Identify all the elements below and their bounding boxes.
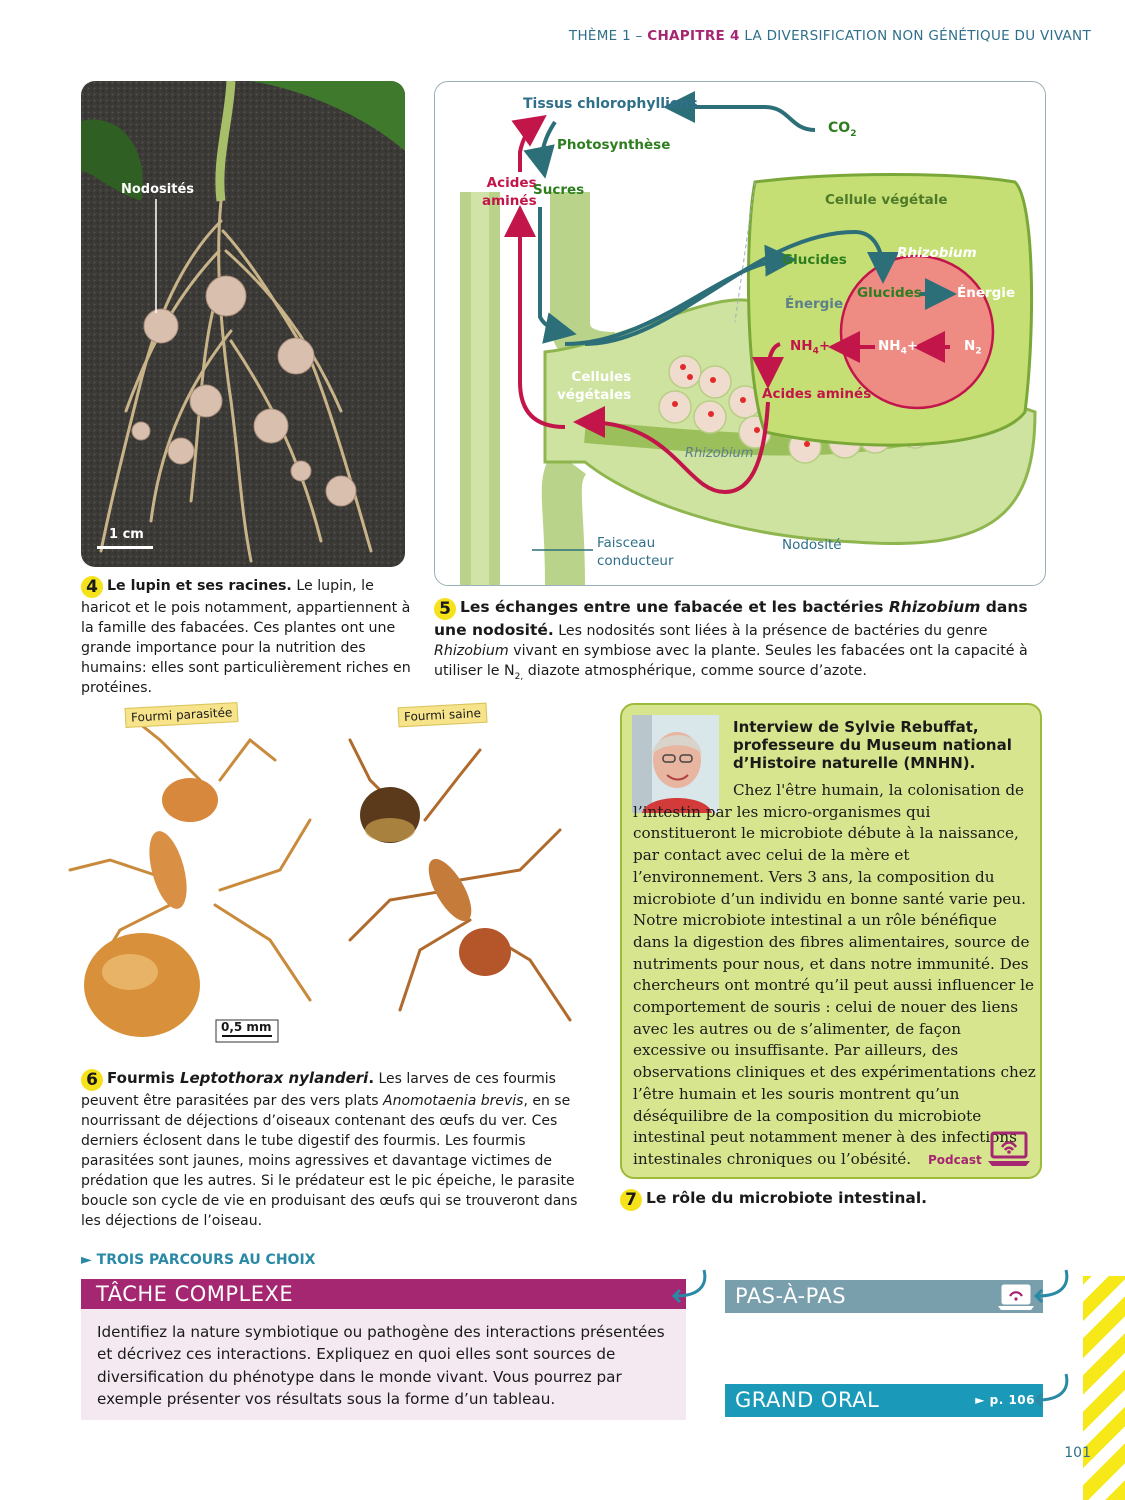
nodosites-label: Nodosités [121,182,195,197]
label-faisceau: Faisceau conducteur [597,535,674,569]
chapter-label: CHAPITRE 4 [647,28,740,44]
label-rhizobium-cell: Rhizobium [897,245,977,261]
scale-label: 1 cm [109,527,144,542]
ant-scale-label: 0,5 mm [221,1020,272,1034]
parcours-section-title: ► TROIS PARCOURS AU CHOIX [81,1252,316,1268]
grand-oral-page-ref[interactable]: ► p. 106 [975,1393,1035,1407]
doc4-caption: 4 Le lupin et ses racines. Le lupin, le haricot et le pois notamment, appartiennent à la famille des fabacées. Ces plantes ont une grande importance pour la nutrition des humains: elles sont particulièrement riches en protéines. [81,577,411,696]
label-tissus: Tissus chlorophylliens [523,96,698,112]
label-co2: $CO_2$ [828,120,857,139]
scale-bar [97,546,153,549]
label-acides-amines: Acides aminés [762,386,872,402]
label-fourmi-saine: Fourmi saine [398,703,488,728]
label-acides-amines-top: Acides aminés [482,175,537,209]
doc-number-badge: 4 [81,576,103,598]
podcast-laptop-icon[interactable] [986,1131,1032,1169]
label-rhizobium-small: Rhizobium [685,446,754,461]
tache-complexe-title[interactable]: TÂCHE COMPLEXE [81,1279,686,1309]
label-fourmi-parasitee: Fourmi parasitée [125,702,239,728]
pap-arrow-icon [1030,1266,1072,1304]
tache-complexe-box [81,1279,686,1420]
page-number: 101 [1064,1445,1091,1461]
label-nh4-right: $NH_4+$ [878,338,919,357]
grand-oral-button[interactable]: GRAND ORAL ► p. 106 [725,1384,1043,1417]
interview-box [620,703,1042,1179]
label-sucres: Sucres [533,182,585,198]
rhizobium-exchange-diagram [434,81,1046,586]
doc6-caption: 6 Fourmis Leptothorax nylanderi. Les larves de ces fourmis peuvent être parasitées par des vers plats Anomotaenia brevis, en se nourrissant de déjections d’oiseaux contenant des œufs du ver. Ces derniers éclosent dans le tube digestif des fourmis. Les fourmis parasitées sont jaunes, moins agressives et davantage victimes de prédation que les autres. Si le prédateur est le pic épeiche, le parasite boucle son cycle de vie en produisant des œufs qui se trouveront dans les déjections de l’oiseau. [81,1069,578,1229]
label-photosynthese: Photosynthèse [557,137,671,153]
interview-text: Chez l'être humain, la colonisation de l’intestin par les micro-organismes qui constitueront le microbiote débute à la naissance, par contact avec celui de la mère et l’environnement. Vers 3 ans, la composition du microbiote d’un individu en bonne santé varie peu. Notre microbiote intestinal a un rôle bénéfique dans la digestion des fibres alimentaires, source de nutriments pour nous, et dans notre immunité. Des chercheurs ont montré qu’il peut aussi influencer le comportement de souris : celui de nouer des liens avec les autres ou de s’alimenter, de façon excessive ou insuffisante. Par ailleurs, des observations cliniques et des expérimentations chez l’être humain et les souris montrent qu’un déséquilibre de la composition du microbiote intestinal peut notamment mener à des infections intestinales chroniques ou l’obésité. [633,781,1036,1168]
running-header: THÈME 1 – CHAPITRE 4 LA DIVERSIFICATION NON GÉNÉTIQUE DU VIVANT [568,28,1091,44]
podcast-label[interactable]: Podcast [928,1153,982,1167]
label-cellule-vegetale: Cellule végétale [825,192,948,208]
label-energie-right: Énergie [957,285,1016,301]
tache-arrow-icon [668,1266,710,1304]
decorative-stripes [1083,1276,1125,1500]
label-cellules-vegetales: Cellules végétales [557,369,632,403]
doc-number-badge: 6 [81,1069,103,1091]
label-n2: $N_2$ [964,338,982,357]
tache-complexe-text: Identifiez la nature symbiotique ou pathogène des interactions présentées et décrivez ces interactions. Expliquez en quoi elles sont sources de diversification du phénotype dans le monde vivant. Vous pourrez par exemple présenter vos résultats sous la forme d’un tableau. [97,1323,665,1409]
doc7-caption: 7 Le rôle du microbiote intestinal. [620,1188,1040,1211]
doc5-caption: 5 Les échanges entre une fabacée et les bactéries Rhizobium dans une nodosité. Les nodosités sont liées à la présence de bactéries du genre Rhizobium vivant en symbiose avec la plante. Seules les fabacées ont la capacité à utiliser le $N_{2,}$ diazote atmosphérique, comme source d’azote. [434,598,1028,682]
label-nh4-left: $NH_4+$ [790,338,831,357]
label-nodosite: Nodosité [782,537,842,553]
label-glucides-left: Glucides [782,252,847,268]
ants-photo [50,700,610,1060]
oral-arrow-icon [1030,1370,1072,1408]
interview-title: Interview de Sylvie Rebuffat, professeure du Museum national d’Histoire naturelle (MNHN). [733,718,1012,772]
lupin-roots-photo [81,81,405,567]
pas-a-pas-button[interactable]: PAS-À-PAS [725,1280,1043,1313]
label-energie-left: Énergie [785,296,844,312]
label-glucides-right: Glucides [857,285,922,301]
doc-number-badge: 7 [620,1189,642,1211]
doc-number-badge: 5 [434,598,456,620]
